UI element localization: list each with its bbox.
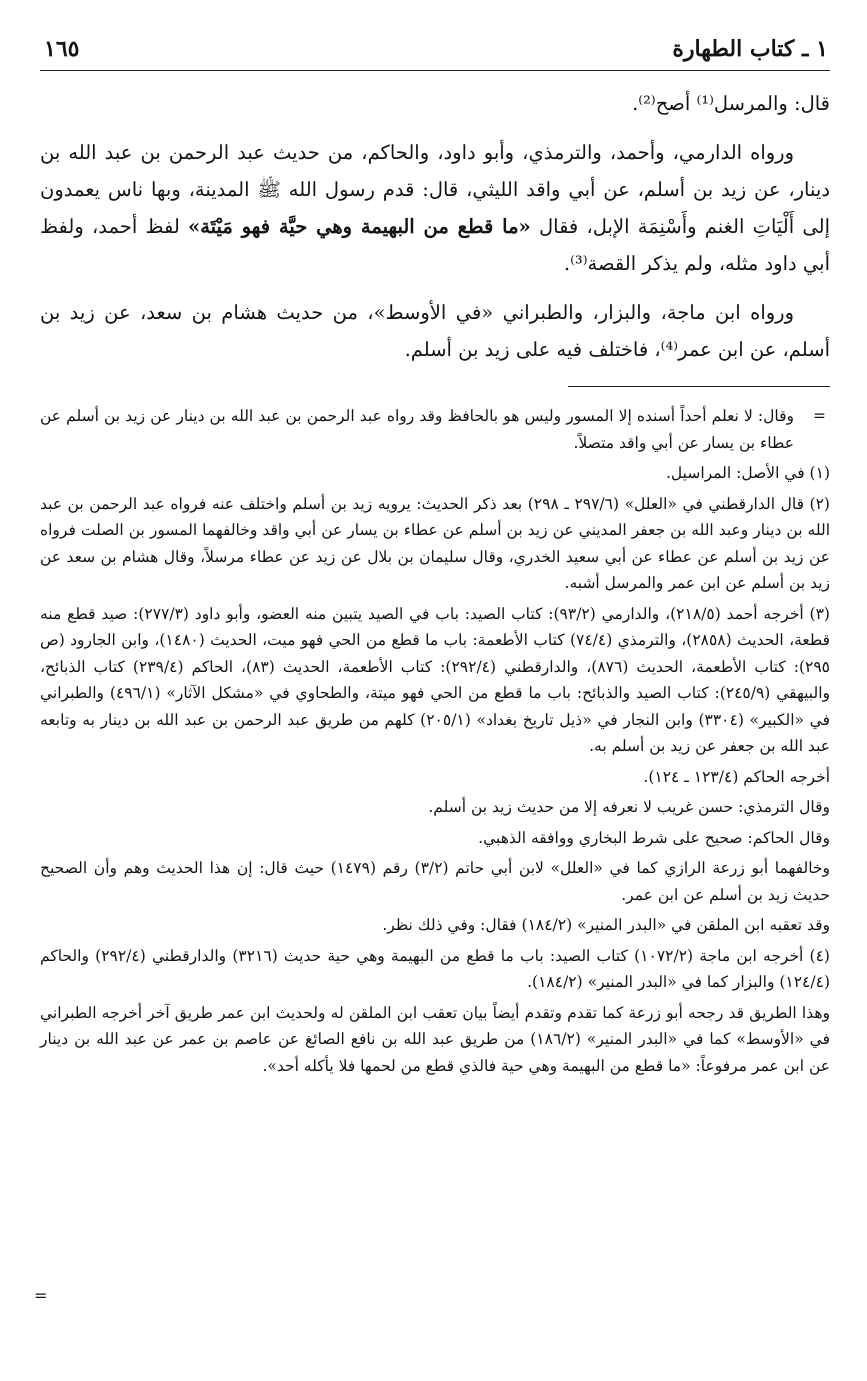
paragraph-2-text-b: لفظ أحمد، ولفظ أبي داود مثله، ولم يذكر القصة⁽³⁾. xyxy=(40,215,830,275)
footnote-4-line-a: وهذا الطريق قد رجحه أبو زرعة كما تقدم وتقدم أيضاً بيان تعقب ابن الملقن له ولحديث ابن عمر طريق آخر أخرجه الطبراني في «الأوسط» كما في «البدر المنير» (١٨٦/٢) من طريق عبد الله بن نافع الصائغ عن عاصم بن عمر عن عبد الله بن دينار عن ابن عمر مرفوعاً: «ما قطع من البهيمة وهي حية فالذي قطع من لحمها فلا يأكله أحد». xyxy=(40,1003,830,1075)
continues-mark: = xyxy=(34,1286,48,1305)
footnote-3-line-c: وقال الحاكم: صحيح على شرط البخاري ووافقه الذهبي. xyxy=(478,828,830,847)
paragraph-3: ورواه ابن ماجة، والبزار، والطبراني «في الأوسط»، من حديث هشام بن سعد، عن زيد بن أسلم، عن ابن عمر⁽⁴⁾، فاختلف فيه على زيد بن أسلم. xyxy=(40,301,830,361)
main-text xyxy=(40,85,830,368)
footnote-separator xyxy=(568,386,830,387)
footnote-3-line-a: أخرجه الحاكم (١٢٣/٤ ـ ١٢٤). xyxy=(643,767,830,786)
footnote-3-line-b: وقال الترمذي: حسن غريب لا نعرفه إلا من حديث زيد بن أسلم. xyxy=(428,798,830,816)
footnote-continuation xyxy=(40,403,830,456)
footnote-4: (٤) أخرجه ابن ماجة (١٠٧٢/٢) كتاب الصيد: باب ما قطع من البهيمة وهي حية حديث (٣٢١٦) والدارقطني (٢٩٢/٤) والحاكم (١٢٤/٤) والبزار كما في «البدر المنير» (١٨٤/٢). xyxy=(40,946,830,991)
footnote-3-line-d: وخالفهما أبو زرعة الرازي كما في «العلل» لابن أبي حاتم (٣/٢) رقم (١٤٧٩) حيث قال: إن هذا الحديث وهم وأن الصحيح حديث زيد بن أسلم عن ابن عمر. xyxy=(40,859,830,904)
footnote-1: (١) في الأصل: المراسيل. xyxy=(666,464,830,482)
footnote-3: (٣) أخرجه أحمد (٢١٨/٥)، والدارمي (٩٣/٢): كتاب الصيد: باب في الصيد يتبين منه العضو، وأبو داود (٢٧٧/٣): صيد قطع منه قطعة، الحديث (٢٨٥٨)، والترمذي (٧٤/٤) كتاب الأطعمة: باب ما قطع من الحي فهو ميت، الحديث (١٤٨٠)، وابن الجارود (ص ٢٩٥): كتاب الأطعمة، الحديث (٨٧٦)، والدارقطني (٢٩٢/٤): كتاب الأطعمة، الحديث (٨٣)، الحاكم (٢٣٩/٤) كتاب الذبائح، والبيهقي (٢٤٥/٩): كتاب الصيد والذبائح: باب ما قطع من الحي فهو ميتة، والطحاوي في «مشكل الآثار» (٤٩٦/١) والطبراني في «الكبير» (٣٣٠٤) وابن النجار في «ذيل تاريخ بغداد» (٢٠٥/١) كلهم من طريق عبد الرحمن بن عبد الله بن دينار به وتابعه عبد الله بن جعفر عن زيد بن أسلم به. xyxy=(40,604,831,755)
chapter-title: ١ ـ كتاب الطهارة xyxy=(672,36,828,62)
continuation-mark: = xyxy=(813,407,826,425)
page-header xyxy=(40,30,830,71)
footnote-2: (٢) قال الدارقطني في «العلل» (٢٩٧/٦ ـ ٢٩٨) بعد ذكر الحديث: يرويه زيد بن أسلم واختلف عنه فرواه عبد الرحمن بن عبد الله بن دينار وعبد الله بن جعفر المديني عن زيد بن أسلم عن عطاء بن يسار عن أبي واقد وخالفهما المسور بن الصلت فرواه عن زيد بن أسلم عن عطاء عن أبي سعيد الخدري، وقال سليمان بن بلال عن زيد عن عطاء مرسلاً، وقال هشام بن سعد عن زيد بن أسلم عن ابن عمر والمرسل أشبه. xyxy=(40,494,830,592)
paragraph-1: قال: والمرسل⁽¹⁾ أصح⁽²⁾. xyxy=(632,92,830,115)
footnotes xyxy=(40,403,830,1079)
paragraph-2 xyxy=(40,134,830,282)
hadith-quote: «ما قطع من البهيمة وهي حيَّة فهو مَيْتَة» xyxy=(188,215,531,238)
footnote-continuation-text: وقال: لا نعلم أحداً أسنده إلا المسور وليس هو بالحافظ وقد رواه عبد الرحمن بن عبد الله بن دينار عن زيد بن أسلم عن عطاء بن يسار عن أبي واقد متصلاً. xyxy=(40,407,794,452)
footnote-3-line-e: وقد تعقبه ابن الملقن في «البدر المنير» (١٨٤/٢) فقال: وفي ذلك نظر. xyxy=(382,916,830,934)
page-number: ١٦٥ xyxy=(44,36,80,62)
book-page xyxy=(40,30,830,1083)
paragraph-2-text-a: ورواه الدارمي، وأحمد، والترمذي، وأبو داود، والحاكم، من حديث عبد الرحمن بن عبد الله بن دينار، عن زيد بن أسلم، عن أبي واقد الليثي، قال: قدم رسول الله ﷺ المدينة، وبها ناس يعمدون إلى أَلْيَاتِ الغنم وأَسْنِمَة الإبل، فقال xyxy=(40,141,830,238)
